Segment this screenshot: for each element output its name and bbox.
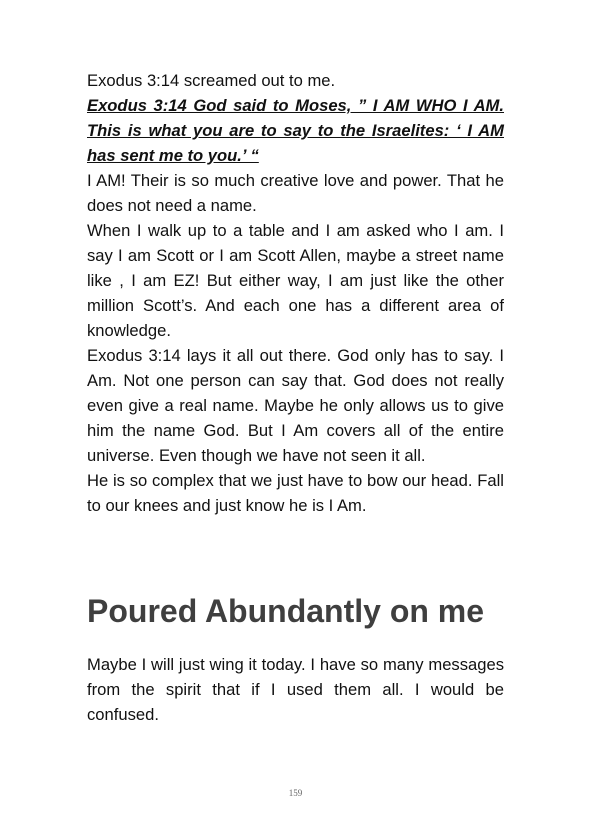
- scripture-quote: Exodus 3:14 God said to Moses, ” I AM WHO I AM. This is what you are to say to the Israelites: ‘ I AM has sent me to you.’ “: [87, 96, 504, 165]
- intro-line: Exodus 3:14 screamed out to me.: [87, 71, 336, 90]
- paragraph-2: When I walk up to a table and I am asked who I am. I say I am Scott or I am Scott Allen, maybe a street name like , I am EZ! But either way, I am just like the other million Scott’s. And each one has a different area of knowledge.: [87, 221, 504, 340]
- section-heading: Poured Abundantly on me: [87, 593, 485, 629]
- paragraph-4: He is so complex that we just have to bow our head. Fall to our knees and just know he is I Am.: [87, 471, 504, 515]
- body-text: [87, 68, 504, 518]
- page-number: 159: [288, 788, 303, 798]
- section-paragraph: Maybe I will just wing it today. I have so many messages from the spirit that if I used them all. I would be confused.: [87, 655, 504, 724]
- paragraph-3: Exodus 3:14 lays it all out there. God only has to say. I Am. Not one person can say that. God does not really even give a real name. Maybe he only allows us to give him the name God. But I Am covers all of the entire universe. Even though we have not seen it all.: [87, 346, 504, 465]
- paragraph-1: I AM! Their is so much creative love and power. That he does not need a name.: [87, 171, 504, 215]
